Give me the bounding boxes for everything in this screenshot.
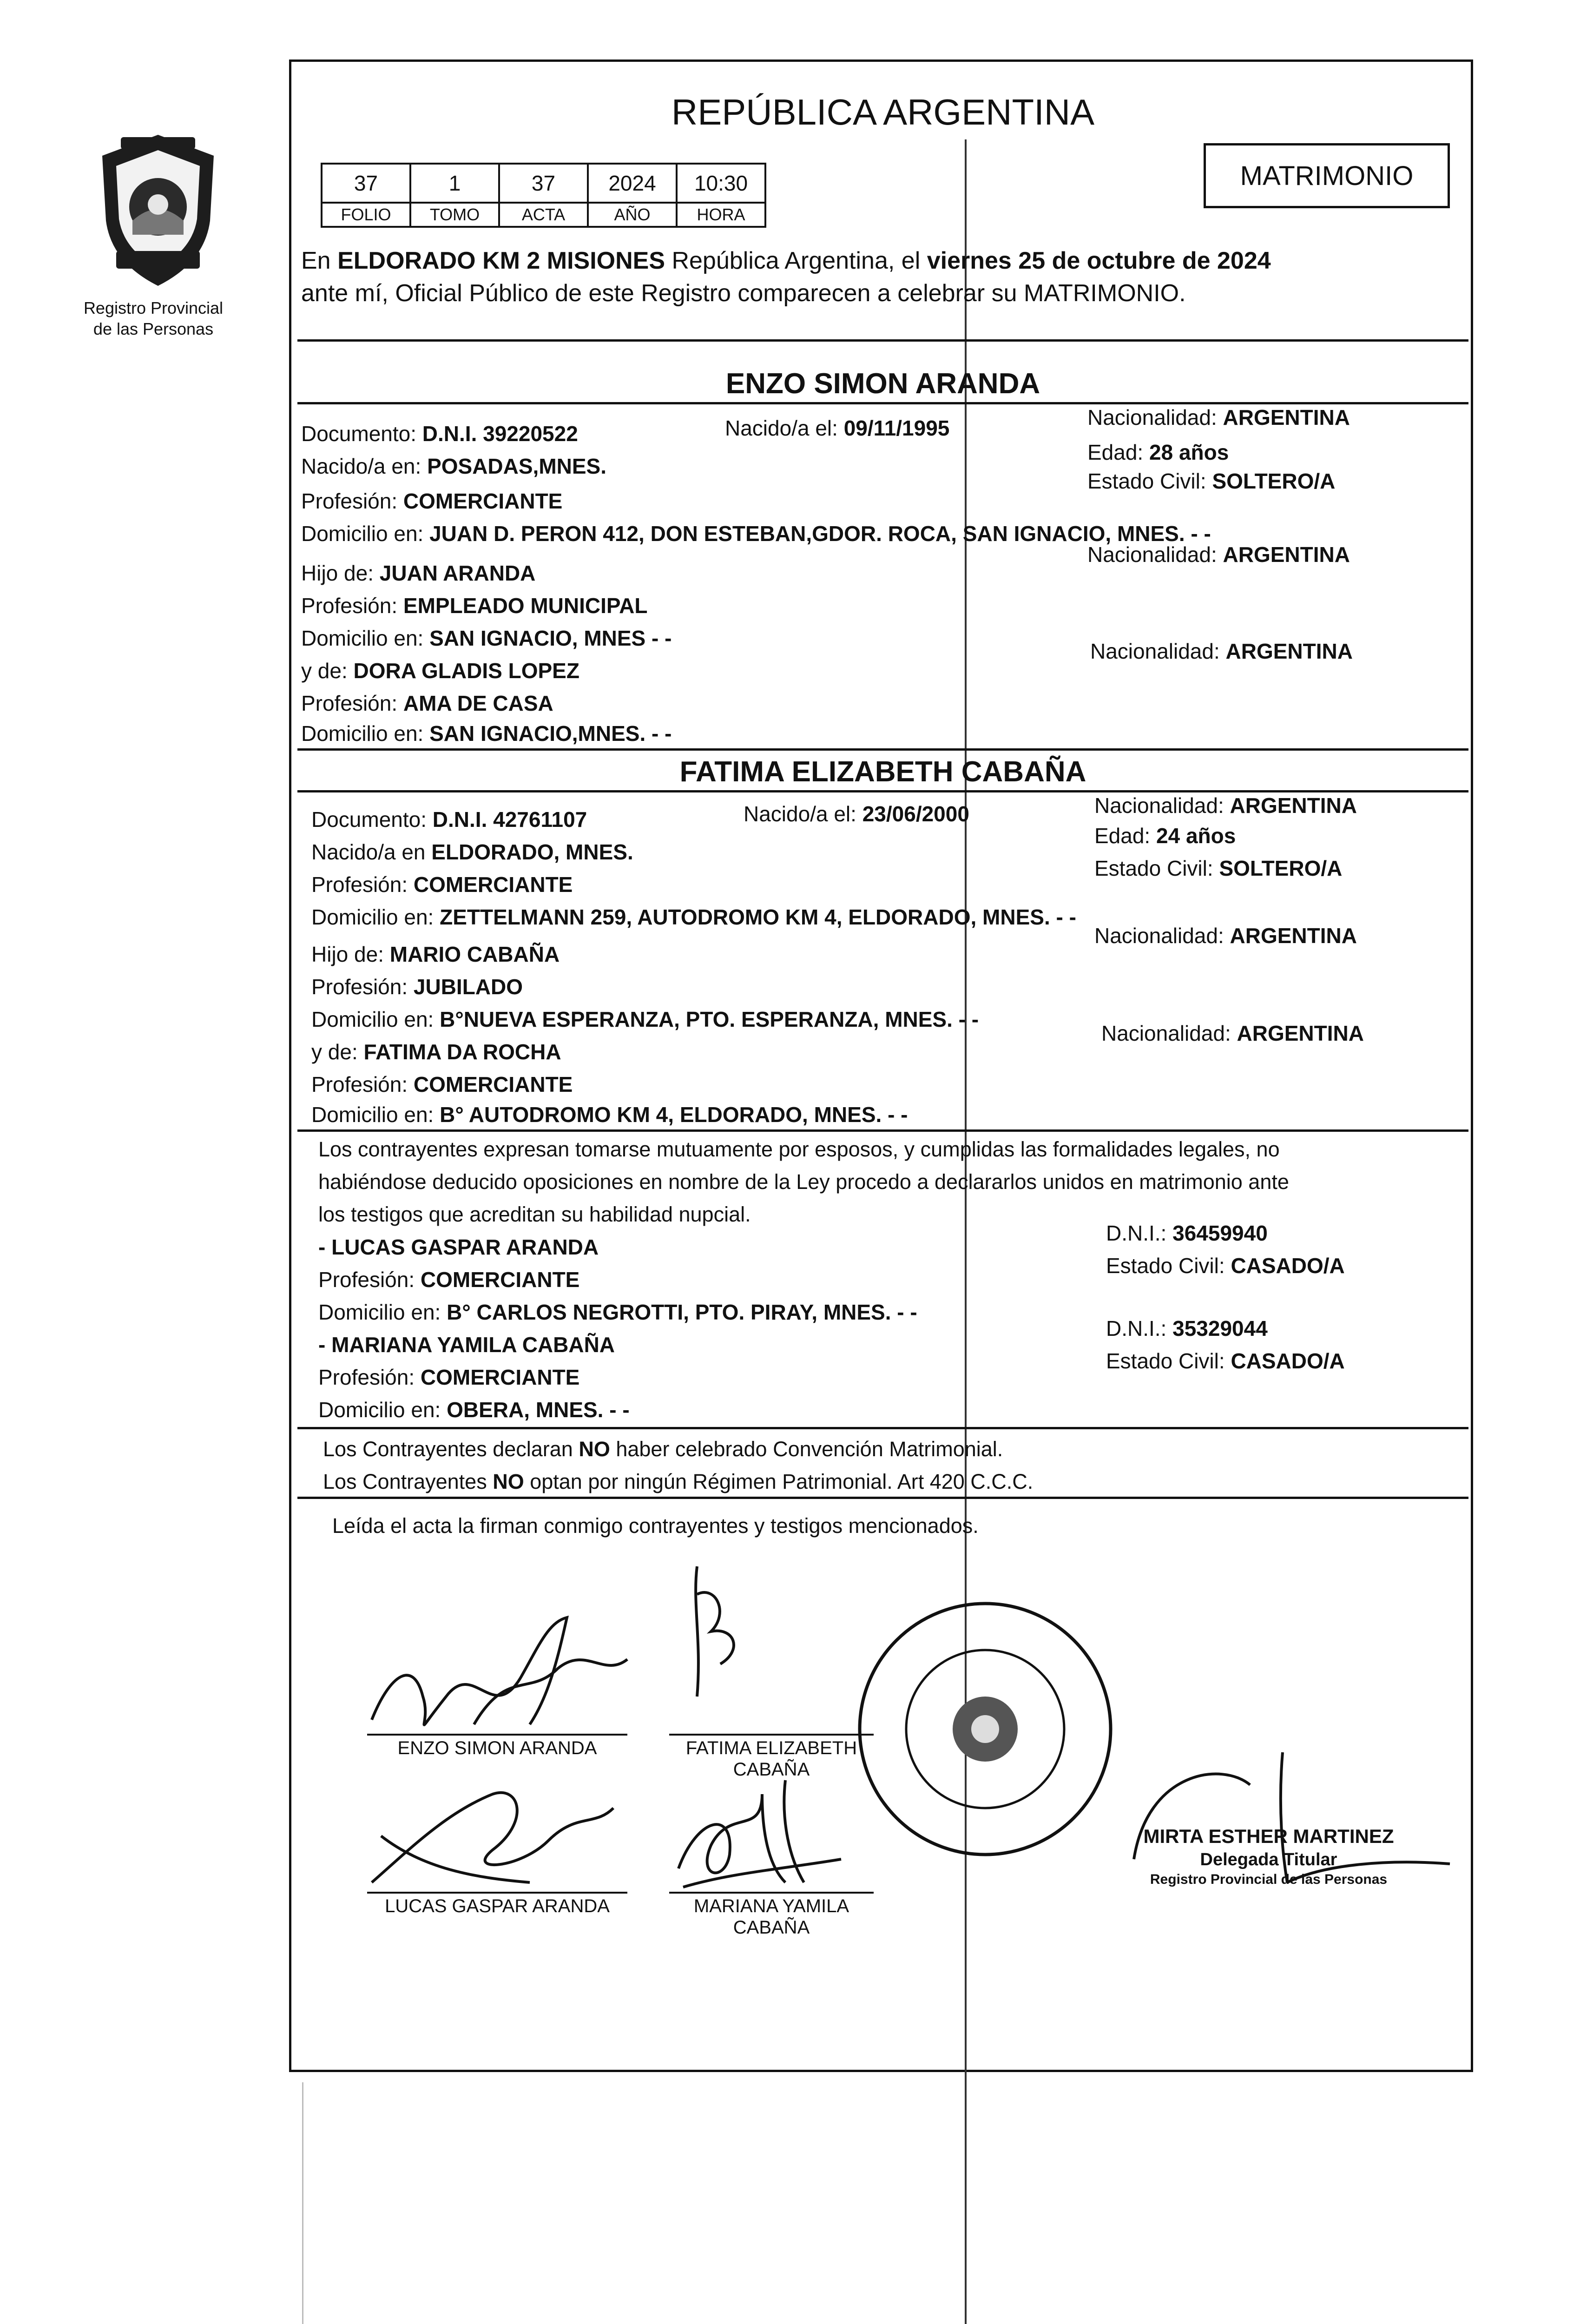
- bride-birthplace-value: ELDORADO, MNES.: [431, 840, 633, 864]
- signature-witness1-scribble: [353, 1766, 641, 1906]
- official-org: Registro Provincial de las Personas: [1150, 1872, 1388, 1887]
- declaration-2-c: optan por ningún Régimen Patrimonial. Art 420 C.C.C.: [524, 1470, 1034, 1493]
- signature-line-witness2: [669, 1892, 874, 1894]
- witness1-civil-value: CASADO/A: [1231, 1254, 1345, 1278]
- groom-address-label: Domicilio en:: [301, 522, 430, 546]
- divider-bride-title: [297, 790, 1468, 792]
- acta-value: 37: [499, 164, 588, 203]
- signature-witness2-scribble: [665, 1766, 850, 1906]
- bride-address-value: ZETTELMANN 259, AUTODROMO KM 4, ELDORADO, MNES. - -: [440, 905, 1076, 929]
- signature-line-groom: [367, 1734, 627, 1736]
- witness2-dni-value: 35329044: [1172, 1316, 1268, 1340]
- witness1-prof-label: Profesión:: [318, 1268, 421, 1292]
- groom-father-address: [301, 627, 672, 649]
- bride-nationality-value: ARGENTINA: [1230, 793, 1357, 818]
- registry-stamp-icon: [850, 1594, 1120, 1864]
- groom-civil-status: [1087, 470, 1335, 492]
- witness1-address: [318, 1301, 917, 1323]
- bride-father-address: [311, 1009, 979, 1030]
- agency-name: [46, 297, 260, 339]
- bride-nationality-label: Nacionalidad:: [1094, 793, 1230, 818]
- intro-middle: República Argentina, el: [665, 247, 927, 274]
- declaration-2-no: NO: [493, 1470, 524, 1493]
- bride-mother: [311, 1041, 561, 1063]
- witness2-address: [318, 1399, 630, 1420]
- groom-father-name: JUAN ARANDA: [379, 561, 536, 585]
- signature-groom-scribble: [353, 1604, 641, 1752]
- groom-father-label: Hijo de:: [301, 561, 380, 585]
- witness2-dni: [1106, 1318, 1268, 1339]
- bride-father-dom-value: B°NUEVA ESPERANZA, PTO. ESPERANZA, MNES. - -: [440, 1007, 979, 1031]
- bride-profession: [311, 874, 573, 895]
- bride-father-dom-label: Domicilio en:: [311, 1007, 440, 1031]
- groom-civil-value: SOLTERO/A: [1212, 469, 1336, 493]
- bride-father-prof-value: JUBILADO: [413, 975, 523, 999]
- groom-document-label: Documento:: [301, 422, 422, 446]
- groom-father-nat-value: ARGENTINA: [1223, 542, 1350, 567]
- bride-father-nationality: [1094, 925, 1357, 946]
- groom-mother-nat-value: ARGENTINA: [1225, 639, 1353, 663]
- declaration-1-a: Los Contrayentes declaran: [323, 1437, 579, 1461]
- bride-father-profession: [311, 976, 523, 997]
- official-name: MIRTA ESTHER MARTINEZ: [1143, 1825, 1394, 1847]
- witness1-prof-value: COMERCIANTE: [420, 1268, 580, 1292]
- groom-profession-label: Profesión:: [301, 489, 403, 513]
- bride-profession-label: Profesión:: [311, 872, 414, 897]
- groom-document: [301, 423, 578, 444]
- intro-line-2: ante mí, Oficial Público de este Registro comparecen a celebrar su MATRIMONIO.: [301, 280, 1186, 307]
- hora-label: HORA: [677, 203, 765, 227]
- declaration-2-a: Los Contrayentes: [323, 1470, 493, 1493]
- closing-statement: Leída el acta la firman conmigo contrayentes y testigos mencionados.: [332, 1514, 979, 1538]
- bride-profession-value: COMERCIANTE: [413, 872, 573, 897]
- bride-born: [744, 803, 969, 825]
- witness2-civil-value: CASADO/A: [1231, 1349, 1345, 1373]
- bride-born-value: 23/06/2000: [862, 802, 969, 826]
- bride-birthplace: [311, 841, 633, 863]
- bride-father-name: MARIO CABAÑA: [389, 942, 560, 966]
- groom-address: [301, 523, 1211, 544]
- declaration-1-c: haber celebrado Convención Matrimonial.: [610, 1437, 1003, 1461]
- witness1-civil-label: Estado Civil:: [1106, 1254, 1231, 1278]
- bride-mother-nat-value: ARGENTINA: [1237, 1021, 1364, 1045]
- declaration-1: [323, 1439, 1003, 1459]
- witness2-dni-label: D.N.I.:: [1106, 1316, 1173, 1340]
- agency-name-line2: de las Personas: [93, 319, 214, 338]
- bride-birthplace-label: Nacido/a en: [311, 840, 432, 864]
- bride-address-label: Domicilio en:: [311, 905, 440, 929]
- groom-father: [301, 562, 535, 584]
- folio-label: FOLIO: [322, 203, 410, 227]
- groom-father-dom-label: Domicilio en:: [301, 626, 430, 650]
- document-body: [297, 70, 1468, 2068]
- groom-nationality-value: ARGENTINA: [1223, 405, 1350, 429]
- divider-bride: [297, 748, 1468, 751]
- groom-birthplace-value: POSADAS,MNES.: [427, 454, 607, 478]
- groom-mother: [301, 660, 579, 681]
- groom-name: ENZO SIMON ARANDA: [725, 368, 1040, 400]
- signature-witness2-line1: MARIANA YAMILA: [693, 1896, 849, 1916]
- groom-father-nationality: [1087, 544, 1350, 565]
- groom-birthplace-label: Nacido/a en:: [301, 454, 428, 478]
- record-table: [321, 163, 766, 228]
- bride-father-label: Hijo de:: [311, 942, 390, 966]
- signature-label-witness1: LUCAS GASPAR ARANDA: [385, 1896, 610, 1916]
- signature-label-groom: ENZO SIMON ARANDA: [397, 1738, 597, 1758]
- groom-born-label: Nacido/a el:: [725, 416, 844, 440]
- bride-age: [1094, 825, 1236, 846]
- bride-document-label: Documento:: [311, 807, 433, 832]
- intro-prefix: En: [301, 247, 338, 274]
- groom-birthplace: [301, 456, 606, 477]
- signature-line-bride: [669, 1734, 874, 1736]
- bride-born-label: Nacido/a el:: [744, 802, 862, 826]
- bride-civil-label: Estado Civil:: [1094, 856, 1219, 880]
- witness1-profession: [318, 1269, 579, 1290]
- official-block: [1139, 1824, 1399, 1888]
- bride-mother-dom-value: B° AUTODROMO KM 4, ELDORADO, MNES. - -: [440, 1103, 908, 1127]
- divider-declarations: [297, 1427, 1468, 1429]
- groom-nationality-label: Nacionalidad:: [1087, 405, 1223, 429]
- groom-father-dom-value: SAN IGNACIO, MNES - -: [429, 626, 672, 650]
- divider-groom-title: [297, 402, 1468, 404]
- groom-father-nat-label: Nacionalidad:: [1087, 542, 1223, 567]
- bride-mother-prof-label: Profesión:: [311, 1072, 414, 1096]
- bride-age-value: 24 años: [1156, 824, 1236, 848]
- witness1-dom-label: Domicilio en:: [318, 1300, 447, 1324]
- groom-profession: [301, 490, 562, 512]
- agency-name-line1: Registro Provincial: [83, 298, 224, 317]
- intro-line-1: [301, 249, 1271, 273]
- groom-address-value: JUAN D. PERON 412, DON ESTEBAN,GDOR. ROCA, SAN IGNACIO, MNES. - -: [429, 522, 1211, 546]
- bride-father-nat-value: ARGENTINA: [1230, 924, 1357, 948]
- bride-name: FATIMA ELIZABETH CABAÑA: [679, 756, 1086, 788]
- hora-value: 10:30: [677, 164, 765, 203]
- act-type: MATRIMONIO: [1240, 160, 1414, 191]
- witness1-civil-status: [1106, 1255, 1345, 1276]
- groom-mother-prof-label: Profesión:: [301, 691, 403, 715]
- bride-mother-nationality: [1101, 1023, 1364, 1044]
- bride-address: [311, 906, 1076, 928]
- witness1-dni-label: D.N.I.:: [1106, 1221, 1173, 1245]
- witness1-dom-value: B° CARLOS NEGROTTI, PTO. PIRAY, MNES. - -: [447, 1300, 917, 1324]
- bride-father: [311, 944, 560, 965]
- bride-mother-profession: [311, 1074, 573, 1095]
- witness1-name: - LUCAS GASPAR ARANDA: [318, 1235, 599, 1259]
- signature-bride-line1: FATIMA ELIZABETH: [685, 1738, 857, 1758]
- divider-signatures: [297, 1497, 1468, 1499]
- witness2-civil-label: Estado Civil:: [1106, 1349, 1231, 1373]
- acta-label: ACTA: [499, 203, 588, 227]
- intro-date: viernes 25 de octubre de 2024: [927, 247, 1271, 274]
- groom-father-prof-value: EMPLEADO MUNICIPAL: [403, 594, 648, 618]
- groom-mother-dom-value: SAN IGNACIO,MNES. - -: [429, 721, 672, 746]
- act-type-box: [1204, 143, 1450, 208]
- groom-father-prof-label: Profesión:: [301, 594, 403, 618]
- divider-ceremony: [297, 1129, 1468, 1132]
- ceremony-line-3: los testigos que acreditan su habilidad nupcial.: [318, 1202, 751, 1226]
- groom-mother-profession: [301, 693, 553, 714]
- left-margin-mark: [302, 2082, 303, 2324]
- groom-civil-label: Estado Civil:: [1087, 469, 1212, 493]
- witness2-dom-value: OBERA, MNES. - -: [447, 1398, 630, 1422]
- groom-nationality: [1087, 407, 1350, 428]
- record-labels-row: [322, 203, 765, 227]
- agency-emblem: [88, 128, 228, 295]
- country-title: REPÚBLICA ARGENTINA: [671, 92, 1095, 132]
- ceremony-line-2: habiéndose deducido oposiciones en nombre de la Ley procedo a declararlos unidos en matrimonio ante: [318, 1170, 1289, 1194]
- witness2-prof-value: COMERCIANTE: [420, 1365, 580, 1389]
- bride-civil-value: SOLTERO/A: [1219, 856, 1343, 880]
- witness1-dni: [1106, 1222, 1268, 1244]
- bride-age-label: Edad:: [1094, 824, 1156, 848]
- official-title: Delegada Titular: [1200, 1849, 1337, 1869]
- witness1-dni-value: 36459940: [1172, 1221, 1268, 1245]
- declaration-1-no: NO: [579, 1437, 610, 1461]
- declaration-2: [323, 1471, 1033, 1492]
- bride-civil-status: [1094, 858, 1342, 879]
- groom-mother-name: DORA GLADIS LOPEZ: [353, 659, 579, 683]
- groom-age-value: 28 años: [1149, 440, 1229, 464]
- witness2-prof-label: Profesión:: [318, 1365, 421, 1389]
- bride-mother-nat-label: Nacionalidad:: [1101, 1021, 1237, 1045]
- anio-label: AÑO: [588, 203, 677, 227]
- bride-mother-dom-label: Domicilio en:: [311, 1103, 440, 1127]
- signature-witness2-line2: CABAÑA: [733, 1917, 810, 1938]
- signature-bride-scribble: [665, 1557, 827, 1724]
- intro-place: ELDORADO KM 2 MISIONES: [337, 247, 665, 274]
- bride-father-prof-label: Profesión:: [311, 975, 414, 999]
- groom-father-profession: [301, 595, 648, 616]
- groom-mother-label: y de:: [301, 659, 354, 683]
- bride-document-value: D.N.I. 42761107: [432, 807, 587, 832]
- anio-value: 2024: [588, 164, 677, 203]
- witness2-civil-status: [1106, 1350, 1345, 1372]
- bride-father-nat-label: Nacionalidad:: [1094, 924, 1230, 948]
- divider-groom: [297, 339, 1468, 342]
- tomo-value: 1: [410, 164, 499, 203]
- bride-mother-label: y de:: [311, 1040, 364, 1064]
- bride-nationality: [1094, 795, 1357, 816]
- groom-born: [725, 417, 949, 439]
- groom-mother-nationality: [1090, 640, 1353, 662]
- signature-line-witness1: [367, 1892, 627, 1894]
- groom-born-value: 09/11/1995: [843, 416, 950, 440]
- groom-mother-prof-value: AMA DE CASA: [403, 691, 553, 715]
- groom-document-value: D.N.I. 39220522: [422, 422, 578, 446]
- bride-document: [311, 809, 587, 830]
- province-seal-icon: [88, 128, 228, 295]
- groom-age: [1087, 442, 1229, 463]
- groom-mother-address: [301, 723, 672, 744]
- witness2-dom-label: Domicilio en:: [318, 1398, 447, 1422]
- record-values-row: [322, 164, 765, 203]
- witness2-profession: [318, 1367, 579, 1388]
- groom-age-label: Edad:: [1087, 440, 1149, 464]
- ceremony-line-1: Los contrayentes expresan tomarse mutuamente por esposos, y cumplidas las formalidades legales, no: [318, 1137, 1280, 1161]
- folio-value: 37: [322, 164, 410, 203]
- tomo-label: TOMO: [410, 203, 499, 227]
- bride-mother-prof-value: COMERCIANTE: [413, 1072, 573, 1096]
- signature-label-witness2: [669, 1895, 874, 1938]
- bride-mother-address: [311, 1104, 908, 1125]
- groom-profession-value: COMERCIANTE: [403, 489, 563, 513]
- witness2-name: - MARIANA YAMILA CABAÑA: [318, 1333, 615, 1357]
- bride-mother-name: FATIMA DA ROCHA: [363, 1040, 561, 1064]
- groom-mother-nat-label: Nacionalidad:: [1090, 639, 1226, 663]
- groom-mother-dom-label: Domicilio en:: [301, 721, 430, 746]
- signature-bride-line2: CABAÑA: [733, 1759, 810, 1780]
